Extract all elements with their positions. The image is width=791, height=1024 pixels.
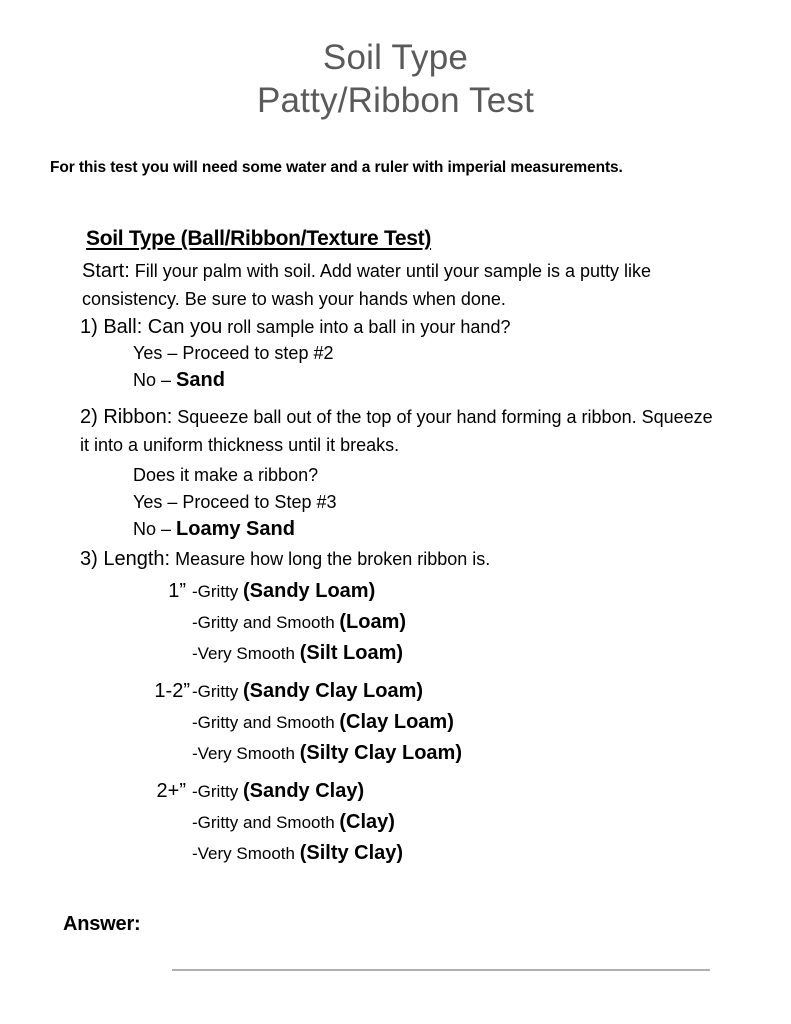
length-group-2-plus-inch [80,776,720,869]
length-label-2-plus-inch: 2+” [156,780,186,802]
step-2-answer-question-prefix: Does it make a ribbon? [133,465,319,485]
length-group-1-inch [80,576,720,669]
step-3-text [80,546,720,574]
soil-type-name: (Sandy Loam) [243,580,376,602]
section-heading: Soil Type (Ball/Ribbon/Texture Test) [86,227,432,250]
texture-descriptor: -Very Smooth [192,844,300,863]
length-row [80,676,720,707]
texture-descriptor: -Very Smooth [192,644,300,663]
step-1-text [80,314,720,342]
texture-descriptor: -Gritty [192,682,243,701]
start-body: Fill your palm with soil. Add water until your sample is a putty like consistency. Be sure to wash your hands when done. [82,261,652,309]
texture-descriptor: -Gritty and Smooth [192,713,340,732]
page-title [0,36,791,122]
step-1-answers [133,340,653,394]
step-1-answer-yes [133,340,653,367]
intro-note: For this test you will need some water and a ruler with imperial measurements. [50,159,623,176]
step-3-length [80,546,720,574]
texture-descriptor: -Gritty and Smooth [192,813,340,832]
texture-descriptor: -Very Smooth [192,744,300,763]
length-row [80,738,720,769]
soil-type-name: (Sandy Clay Loam) [243,680,424,702]
step-2-answers [133,462,653,543]
step-1-body: roll sample into a ball in your hand? [222,317,511,337]
soil-type-name: (Clay Loam) [339,711,454,733]
length-group-1-2-inch [80,676,720,769]
answer-label: Answer: [63,913,141,935]
step-2-answer-yes [133,489,653,516]
length-row [80,576,720,607]
texture-descriptor: -Gritty [192,582,243,601]
step-1-ball [80,314,720,342]
step-1-answer-yes-prefix: Yes – Proceed to step #2 [133,343,334,363]
soil-type-name: (Sandy Clay) [243,780,365,802]
step-1-answer-no [133,367,653,394]
step-2-answer-yes-prefix: Yes – Proceed to Step #3 [133,492,337,512]
soil-type-name: (Silty Clay Loam) [299,742,462,764]
step-1-lead: 1) Ball: Can you [80,316,223,338]
step-2-text [80,404,720,460]
soil-type-name: (Silt Loam) [299,642,404,664]
step-3-lead: 3) Length: [80,548,171,570]
step-2-answer-no-prefix: No – [133,519,177,539]
length-row [80,638,720,669]
step-2-lead: 2) Ribbon: [80,406,173,428]
step-2-answer-question [133,462,653,489]
page-title-line-1: Soil Type [322,38,469,77]
step-2-body: Squeeze ball out of the top of your hand forming a ribbon. Squeeze it into a uniform thickness until it breaks. [80,407,713,455]
answer-write-in-line[interactable] [172,969,710,971]
length-row [80,707,720,738]
soil-type-name: (Silty Clay) [299,842,404,864]
start-lead: Start: [82,260,130,282]
step-2-answer-no-term: Loamy Sand [176,518,295,540]
soil-type-name: (Clay) [339,811,395,833]
step-1-answer-no-term: Sand [176,369,225,391]
page-title-line-2: Patty/Ribbon Test [256,81,535,120]
length-row [80,776,720,807]
length-row [80,838,720,869]
start-paragraph [82,258,712,314]
step-2-ribbon [80,404,720,460]
step-3-body: Measure how long the broken ribbon is. [170,549,491,569]
soil-type-name: (Loam) [339,611,407,633]
length-label-1-2-inch: 1-2” [154,680,190,702]
texture-descriptor: -Gritty [192,782,243,801]
length-label-1-inch: 1” [168,580,186,602]
length-row [80,807,720,838]
step-1-answer-no-prefix: No – [133,370,177,390]
length-row [80,607,720,638]
step-2-answer-no [133,516,653,543]
texture-descriptor: -Gritty and Smooth [192,613,340,632]
